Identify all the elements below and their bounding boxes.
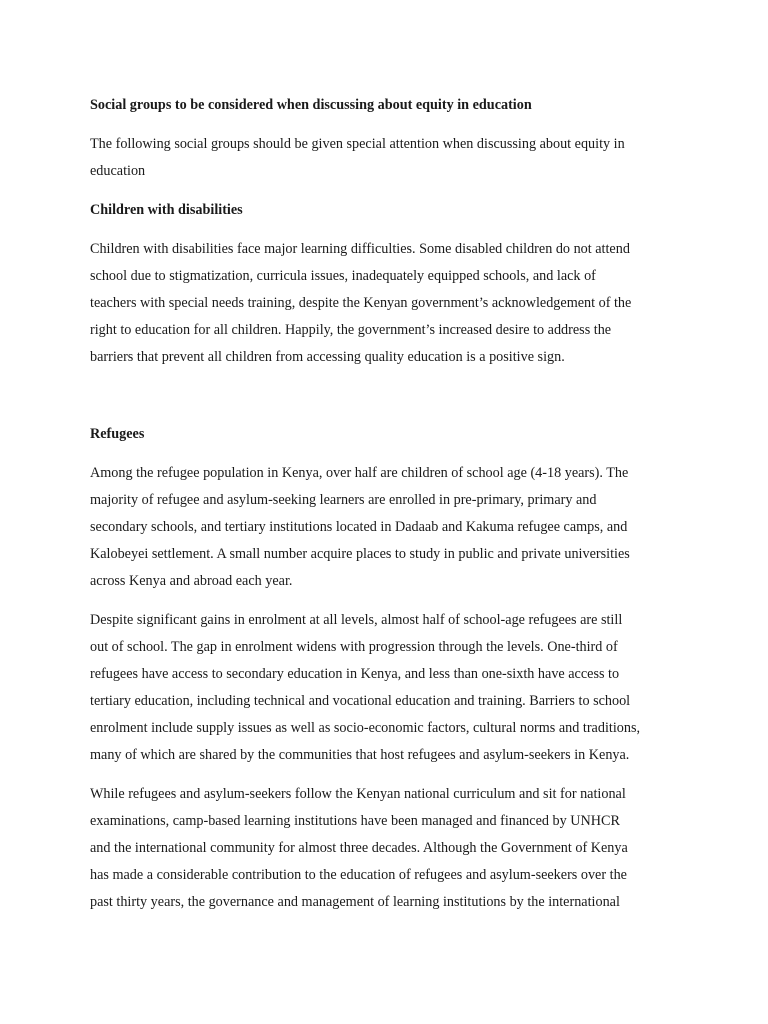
paragraph-line: right to education for all children. Happily, the government’s increased desire to address the: [90, 322, 612, 338]
paragraph-line: tertiary education, including technical and vocational education and training. Barriers to school: [90, 693, 631, 709]
intro-paragraph: [90, 131, 670, 185]
refugees-paragraph-1: [90, 460, 670, 595]
section-heading-disabilities: Children with disabilities: [90, 202, 243, 218]
paragraph-line: out of school. The gap in enrolment widens with progression through the levels. One-third of: [90, 639, 618, 655]
refugees-paragraph-3: [90, 781, 670, 916]
paragraph-line: secondary schools, and tertiary institutions located in Dadaab and Kakuma refugee camps, and: [90, 519, 628, 535]
paragraph-line: refugees have access to secondary education in Kenya, and less than one-sixth have access to: [90, 666, 620, 682]
paragraph-line: While refugees and asylum-seekers follow the Kenyan national curriculum and sit for national: [90, 786, 626, 802]
document-page: [90, 92, 670, 916]
paragraph-line: education: [90, 163, 146, 179]
section-heading-refugees: Refugees: [90, 426, 145, 442]
paragraph-line: across Kenya and abroad each year.: [90, 573, 293, 589]
refugees-paragraph-2: [90, 607, 670, 769]
paragraph-line: Despite significant gains in enrolment at all levels, almost half of school-age refugees are still: [90, 612, 623, 628]
document-heading: Social groups to be considered when discussing about equity in education: [90, 97, 532, 113]
disabilities-paragraph: [90, 236, 670, 371]
paragraph-line: and the international community for almost three decades. Although the Government of Kenya: [90, 840, 628, 856]
paragraph-line: The following social groups should be given special attention when discussing about equity in: [90, 136, 625, 152]
paragraph-line: has made a considerable contribution to the education of refugees and asylum-seekers over the: [90, 867, 627, 883]
paragraph-line: school due to stigmatization, curricula issues, inadequately equipped schools, and lack of: [90, 268, 596, 284]
paragraph-line: Kalobeyei settlement. A small number acquire places to study in public and private universities: [90, 546, 630, 562]
paragraph-line: many of which are shared by the communities that host refugees and asylum-seekers in Kenya.: [90, 747, 630, 763]
paragraph-line: teachers with special needs training, despite the Kenyan government’s acknowledgement of the: [90, 295, 632, 311]
paragraph-line: past thirty years, the governance and management of learning institutions by the international: [90, 894, 620, 910]
paragraph-line: barriers that prevent all children from accessing quality education is a positive sign.: [90, 349, 565, 365]
paragraph-line: examinations, camp-based learning institutions have been managed and financed by UNHCR: [90, 813, 620, 829]
paragraph-line: enrolment include supply issues as well as socio-economic factors, cultural norms and traditions,: [90, 720, 641, 736]
paragraph-line: Among the refugee population in Kenya, over half are children of school age (4-18 years). The: [90, 465, 629, 481]
paragraph-line: Children with disabilities face major learning difficulties. Some disabled children do not attend: [90, 241, 630, 257]
paragraph-line: majority of refugee and asylum-seeking learners are enrolled in pre-primary, primary and: [90, 492, 597, 508]
